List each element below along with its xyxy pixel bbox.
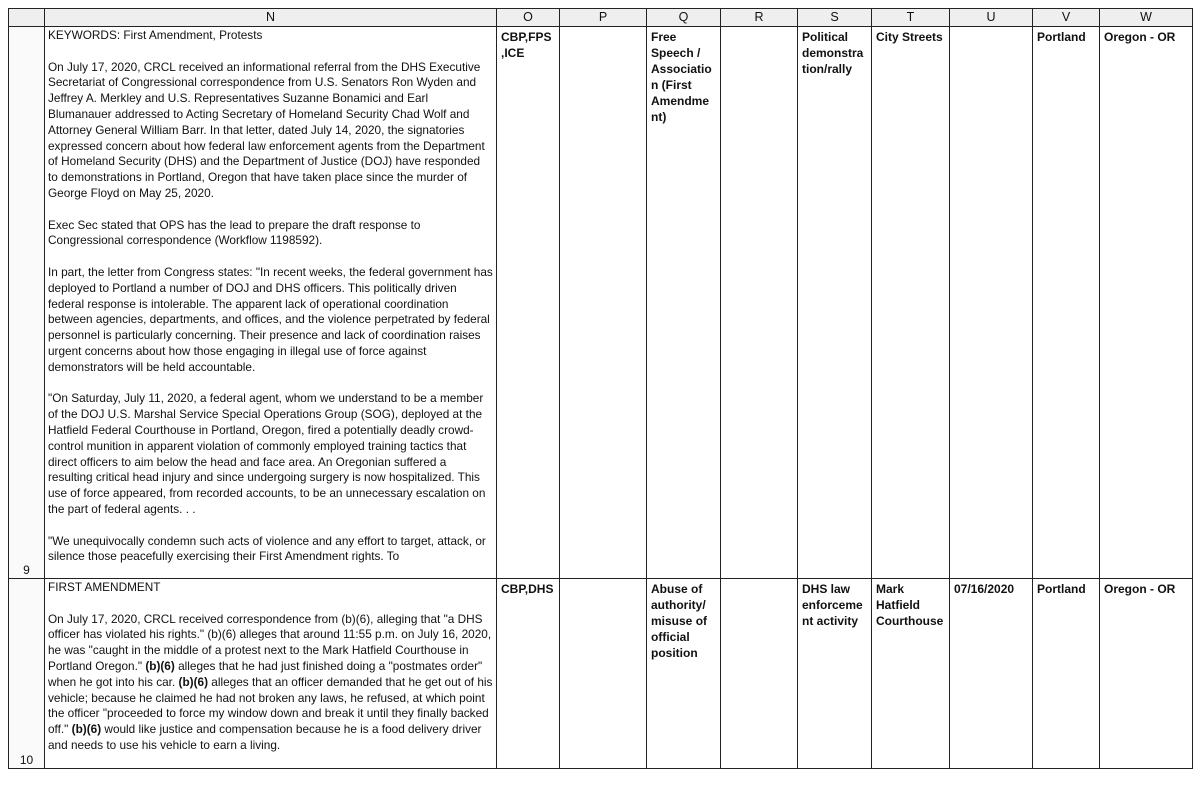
cell-t10[interactable]: Mark Hatfield Courthouse (872, 579, 950, 769)
cell-n9[interactable] (45, 27, 497, 579)
column-header-v[interactable]: V (1033, 9, 1100, 27)
cell-v10[interactable]: Portland (1033, 579, 1100, 769)
cell-text: KEYWORDS: First Amendment, Protests (48, 28, 263, 42)
column-header-u[interactable]: U (950, 9, 1033, 27)
column-header-w[interactable]: W (1100, 9, 1193, 27)
row-header-10[interactable]: 10 (9, 579, 45, 769)
table-row (9, 579, 1193, 769)
cell-q9[interactable]: Free Speech / Associatio n (First Amendme nt) (647, 27, 721, 579)
column-header-q[interactable]: Q (647, 9, 721, 27)
cell-q10[interactable]: Abuse of authority/ misuse of official position (647, 579, 721, 769)
cell-text: FIRST AMENDMENT (48, 580, 161, 594)
cell-t9[interactable]: City Streets (872, 27, 950, 579)
cell-text: In part, the letter from Congress states: "In recent weeks, the federal government has deployed to Portland a number of DOJ and DHS officers. This politically driven federal response is intolerable. The apparent lack of operational coordination between agencies, departments, and offices, and the violence perpetrated by federal personnel is particularly concerning. Their presence and lack of coordination raises urgent concerns about how those engaging in illegal use of force against demonstrators will be held accountable. (48, 264, 493, 374)
select-all-corner[interactable] (9, 9, 45, 27)
cell-o10[interactable]: CBP,DHS (497, 579, 560, 769)
column-header-s[interactable]: S (798, 9, 872, 27)
spreadsheet-table (8, 8, 1193, 769)
cell-s9[interactable]: Political demonstra tion/rally (798, 27, 872, 579)
cell-p10[interactable] (560, 579, 647, 769)
column-header-r[interactable]: R (721, 9, 798, 27)
column-header-t[interactable]: T (872, 9, 950, 27)
cell-p9[interactable] (560, 27, 647, 579)
cell-text: On July 17, 2020, CRCL received correspondence from (b)(6), alleging that "a DHS officer has violated his rights." (b)(6) alleges that around 11:55 p.m. on July 16, 2020, he was "caught in the middle of a protest next to the Mark Hatfield Courthouse in Portland Oregon." (b)(6) alleges that he had just finished doing a "postmates order" when he got into his car. (b)(6) alleges that an officer demanded that he get out of his vehicle; because he claimed he had not broken any laws, he refused, at which point the officer "proceeded to force my window down and break it until they finally backed off." (b)(6) would like justice and compensation because he is a food delivery driver and needs to use his vehicle to earn a living. (48, 611, 493, 752)
column-header-o[interactable]: O (497, 9, 560, 27)
cell-v9[interactable]: Portland (1033, 27, 1100, 579)
cell-r10[interactable] (721, 579, 798, 769)
cell-u9[interactable] (950, 27, 1033, 579)
cell-text: "We unequivocally condemn such acts of violence and any effort to target, attack, or silence those peacefully exercising their First Amendment rights. To (48, 533, 486, 564)
cell-s10[interactable]: DHS law enforceme nt activity (798, 579, 872, 769)
cell-text: On July 17, 2020, CRCL received an informational referral from the DHS Executive Secretariat of Congressional correspondence from U.S. Senators Ron Wyden and Jeffrey A. Merkley and U.S. Representatives Suzanne Bonamici and Earl Blumanauer addressed to Acting Secretary of Homeland Security Chad Wolf and Attorney General William Barr. In that letter, dated July 14, 2020, the signatories expressed concern about how federal law enforcement agents from the Department of Homeland Security (DHS) and the Department of Justice (DOJ) have responded to demonstrations in Portland, Oregon that have taken place since the murder of George Floyd on May 25, 2020. (48, 59, 485, 200)
cell-w10[interactable]: Oregon - OR (1100, 579, 1193, 769)
cell-n10[interactable] (45, 579, 497, 769)
cell-o9[interactable]: CBP,FPS ,ICE (497, 27, 560, 579)
row-header-9[interactable]: 9 (9, 27, 45, 579)
cell-text: Exec Sec stated that OPS has the lead to prepare the draft response to Congressional correspondence (Workflow 1198592). (48, 217, 421, 248)
table-row (9, 27, 1193, 579)
cell-text: "On Saturday, July 11, 2020, a federal agent, whom we understand to be a member of the DOJ U.S. Marshal Service Special Operations Group (SOG), deployed at the Hatfield Federal Courthouse in Portland, Oregon, fired a potentially deadly crowd-control munition in apparent violation of commonly employed training tactics that direct officers to aim below the head and face area. An Oregonian suffered a resulting critical head injury and since undergoing surgery is now hospitalized. This use of force appeared, from recorded accounts, to be an unnecessary escalation on the part of federal agents. . . (48, 391, 486, 516)
cell-r9[interactable] (721, 27, 798, 579)
cell-w9[interactable]: Oregon - OR (1100, 27, 1193, 579)
column-header-n[interactable]: N (45, 9, 497, 27)
column-header-row (9, 9, 1193, 27)
column-header-p[interactable]: P (560, 9, 647, 27)
cell-u10[interactable]: 07/16/2020 (950, 579, 1033, 769)
